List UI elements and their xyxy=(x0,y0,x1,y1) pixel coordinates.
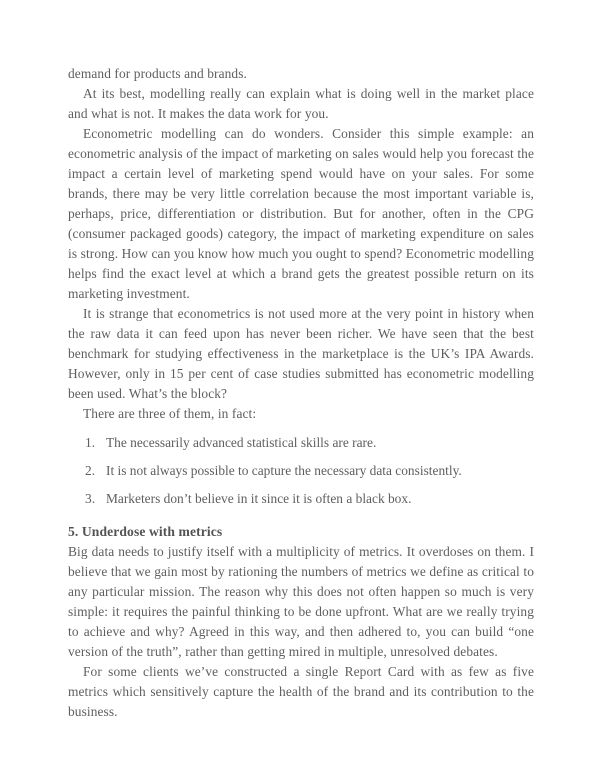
book-page-content xyxy=(68,64,534,722)
paragraph-big-data: Big data needs to justify itself with a multiplicity of metrics. It overdoses on them. I believe that we gain most by rationing the numbers of metrics we define as critical to any particular mission. The reason why this does not often happen so much is very simple: it requires the painful thinking to be done upfront. What are we really trying to achieve and why? Agreed in this way, and then adhered to, you can build “one version of the truth”, rather than getting mired in multiple, unresolved debates. xyxy=(68,544,534,659)
numbered-list xyxy=(68,433,534,509)
list-item-number: 2. xyxy=(85,463,96,478)
list-item-number: 1. xyxy=(85,435,96,450)
paragraph-at-its-best: At its best, modelling really can explain what is doing well in the market place and what is not. It makes the data work for you. xyxy=(68,86,534,121)
list-item-text: It is not always possible to capture the necessary data consistently. xyxy=(106,463,462,478)
list-item-text: The necessarily advanced statistical skills are rare. xyxy=(106,435,377,450)
paragraph-continuation: demand for products and brands. xyxy=(68,66,247,81)
list-item xyxy=(68,433,534,453)
paragraph-econometric-modelling: Econometric modelling can do wonders. Consider this simple example: an econometric analysis of the impact of marketing on sales would help you forecast the impact a certain level of marketing spend would have on your sales. For some brands, there may be very little correlation because the most important variable is, perhaps, price, differentiation or distribution. But for another, often in the CPG (consumer packaged goods) category, the impact of marketing expenditure on sales is strong. How can you know how much you ought to spend? Econometric modelling helps find the exact level at which a brand gets the greatest possible return on its marketing investment. xyxy=(68,126,534,301)
list-item-text: Marketers don’t believe in it since it is often a black box. xyxy=(106,491,412,506)
paragraph-report-card: For some clients we’ve constructed a single Report Card with as few as five metrics which sensitively capture the health of the brand and its contribution to the business. xyxy=(68,664,534,719)
paragraph-it-is-strange: It is strange that econometrics is not used more at the very point in history when the raw data it can feed upon has never been richer. We have seen that the best benchmark for studying effectiveness in the marketplace is the UK’s IPA Awards. However, only in 15 per cent of case studies submitted has econometric modelling been used. What’s the block? xyxy=(68,306,534,401)
list-item-number: 3. xyxy=(85,491,96,506)
section-heading: 5. Underdose with metrics xyxy=(68,524,223,539)
paragraph-three-of-them: There are three of them, in fact: xyxy=(83,406,257,421)
list-item xyxy=(68,461,534,481)
list-item xyxy=(68,489,534,509)
